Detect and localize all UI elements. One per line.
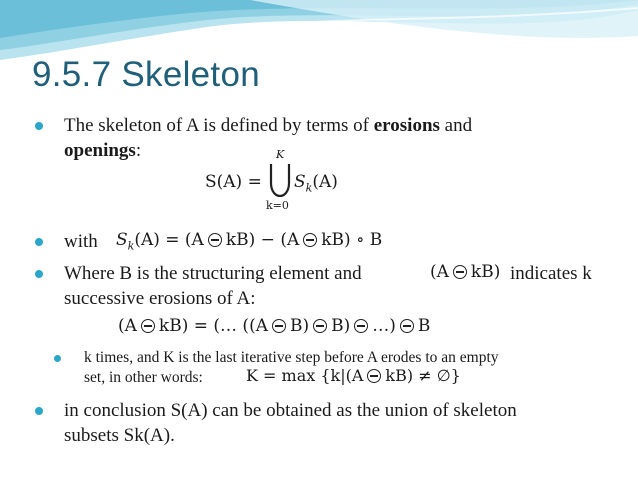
bullet-3-line-2: successive erosions of A: [64,288,256,309]
sub-bullet-dot [54,355,61,362]
erode-a: (A [118,316,137,336]
erode-e: …) [372,316,396,336]
erosion-operator-icon [313,319,327,333]
erosion-operator-icon [303,233,317,247]
sk-formula [116,230,382,252]
union-rhs-sub: k [305,181,313,195]
erosion-operator-icon [367,369,381,383]
sk-s: S [116,230,128,250]
bullet-3-line-1-post: indicates k [510,263,592,284]
erosion-operator-icon [141,319,155,333]
bold-erosions: erosions [373,115,440,136]
bullet-3-line-1-pre: Where B is the structuring element and [64,263,362,284]
bullet-1-line-2 [64,138,141,164]
union-lhs: S(A) = [205,172,262,192]
kmax-a: K = max {k|(A [246,366,364,385]
bullet-1-and: and [439,115,473,136]
bullet-dot [35,407,43,415]
erosion-operator-icon [354,319,368,333]
erode-d: B) [331,316,351,336]
inline-kb: kB) [470,262,501,282]
union-symbol [268,163,292,197]
erode-c: B) [289,316,310,336]
erosion-operator-icon [208,233,222,247]
erosion-operator-icon [272,319,286,333]
union-rhs-s: S [294,172,306,192]
erode-f: B [417,316,431,336]
erosion-operator-icon [453,265,467,279]
kmax-formula [246,366,461,385]
bold-openings: openings [64,140,136,161]
sk-mid-2: kB) ∘ B [321,230,383,250]
slide-title: 9.5.7 Skeleton [32,55,260,94]
union-rhs-arg: (A) [312,172,338,192]
bullet-4-line-2: set, in other words: [84,369,203,386]
sk-arg: (A) = (A [134,230,204,250]
union-lower-limit: k=0 [266,199,289,212]
union-upper-limit: K [276,148,285,161]
bullet-dot [35,238,43,246]
bullet-4-line-1: k times, and K is the last iterative step before A erodes to an empty [84,349,499,366]
bullet-5-line-1: in conclusion S(A) can be obtained as the union of skeleton [64,400,517,421]
bullet-1-colon: : [135,140,142,161]
bullet-1-text: The skeleton of A is defined by terms of [64,115,374,136]
sk-mid-1: kB) − (A [225,230,300,250]
erosion-expansion [118,316,430,336]
union-rhs [294,172,338,194]
erode-b: kB) = (… ((A [158,316,268,336]
erosion-operator-icon [400,319,414,333]
bullet-5-line-2: subsets Sk(A). [64,425,175,446]
bullet-dot [35,122,43,130]
sk-sub: k [127,239,135,253]
inline-erosion [430,262,500,282]
bullet-1-line-1 [64,113,472,139]
bullet-dot [35,270,43,278]
bullet-2-with: with [64,231,98,252]
kmax-b: kB) ≠ ∅} [385,366,461,385]
inline-a: (A [430,262,449,282]
